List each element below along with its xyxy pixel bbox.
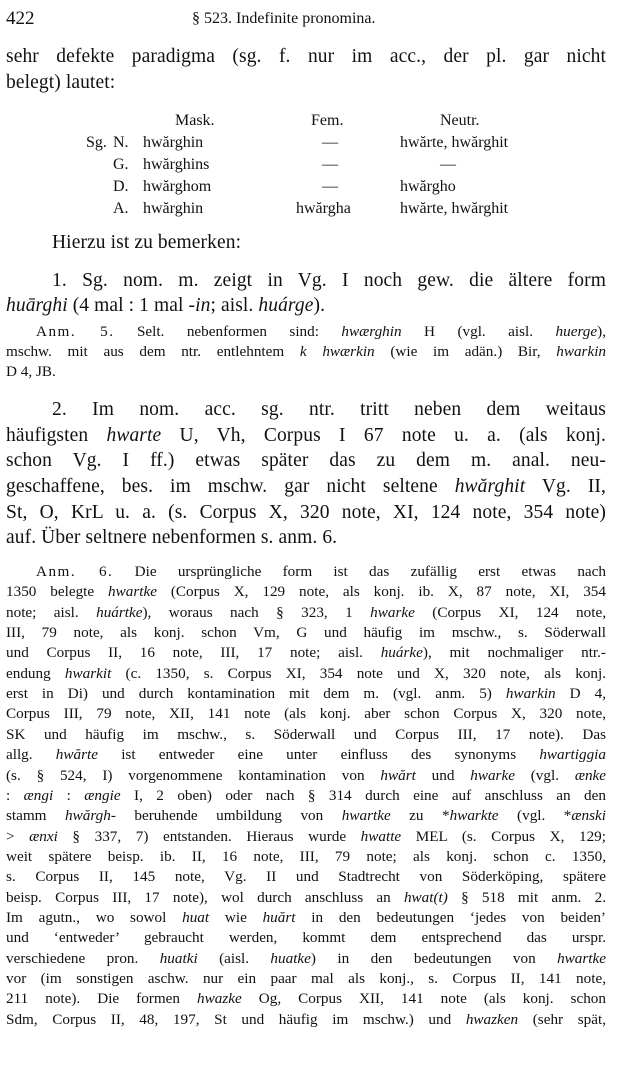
form-italic: hwartke [108, 583, 157, 601]
form-italic: hwarke [370, 603, 415, 621]
text-span: ), [597, 323, 606, 340]
text-span: (Corpus XI, 124 note, [414, 603, 606, 621]
point-2-line-3: schon Vg. I ff.) etwas später das zu dem m. anal. neu- [6, 450, 606, 471]
anm-6-line [6, 604, 606, 622]
form-italic: hwat(t) [403, 888, 448, 906]
case-label: N. [113, 134, 129, 151]
anm-6-line [6, 1011, 606, 1029]
text-span: und Corpus II, 16 note, III, 17 note; aisl. [6, 644, 381, 662]
neutr-form: hwărte, hwărghit [400, 134, 509, 151]
form-italic: huárge [258, 295, 314, 316]
anm-6-line [6, 868, 606, 886]
anm-label: Anm. 5. [36, 323, 115, 340]
form-italic: hwarkin [556, 343, 607, 360]
anm-6-line [6, 950, 606, 968]
form-italic: hwartiggia [539, 746, 606, 764]
form-italic: -in [188, 295, 211, 316]
form-italic: hwărt [380, 766, 416, 784]
anm-6-line [6, 848, 606, 866]
neutr-form: — [440, 156, 456, 173]
form-italic: k [299, 343, 307, 360]
running-title: § 523. Indefinite pronomina. [192, 10, 376, 27]
text-span: geschaffene, bes. im mschw. gar nicht seltene [6, 476, 455, 497]
text-span: ; aisl. [210, 295, 259, 316]
text-span: 211 note). Die formen [6, 990, 198, 1008]
form-italic: ængie [84, 786, 121, 804]
anm-6-line [6, 726, 606, 744]
paradigm-row [0, 178, 621, 200]
form-italic: hwarkte [449, 807, 499, 825]
anm-6-line [6, 807, 606, 825]
form-italic: hwărte [55, 746, 98, 764]
text-span: Selt. nebenformen sind: [114, 323, 342, 340]
text-span: vor (im sonstigen aschw. nur ein paar mal als konj., s. Corpus II, 141 note, [6, 970, 606, 987]
fem-form: — [322, 134, 338, 151]
anm-6-line [6, 624, 606, 642]
text-span: H (vgl. aisl. [401, 323, 556, 340]
form-italic: huerge [555, 323, 598, 340]
text-span: Corpus III, 79 note, XII, 141 note (als konj. aber schon Corpus X, 320 note, [6, 705, 606, 723]
form-italic: huatke [270, 949, 311, 967]
anm-6-line [6, 583, 606, 601]
text-span: Og, Corpus XII, 141 note (als konj. schon [241, 990, 606, 1008]
anm-5-line-2 [6, 343, 606, 361]
form-italic: hwartke [557, 949, 607, 967]
text-span: (wie im adän.) Bir, [374, 343, 557, 360]
text-span: I, 2 oben) oder nach § 314 durch eine auf anschluss an den [120, 786, 606, 804]
anm-6-line [6, 929, 606, 947]
anm-6-line [6, 889, 606, 907]
point-2-line-6: auf. Über seltnere nebenformen s. anm. 6. [6, 527, 338, 548]
form-italic: ængi [23, 786, 54, 804]
text-span: SK und häufig im mschw., s. Söderwall und Corpus III, 17 note). Das [6, 725, 606, 743]
anm-6-line [36, 563, 606, 581]
form-italic: hwazke [197, 990, 242, 1008]
number-label: Sg. [86, 134, 107, 151]
point-1-line-1: 1. Sg. nom. m. zeigt in Vg. I noch gew. die ältere form [52, 270, 606, 291]
text-span [307, 343, 323, 360]
text-span: > [6, 827, 30, 845]
text-span: (c. 1350, s. Corpus XI, 354 note und X, 320 note, als konj. [111, 664, 607, 682]
text-span: note; aisl. [6, 603, 97, 621]
form-italic: huártke [96, 603, 143, 621]
form-italic: hwazken [465, 1010, 519, 1028]
anm-6-line [6, 705, 606, 723]
neutr-form: hwărte, hwărghit [400, 200, 509, 217]
text-span: weit spätere beisp. ib. II, 16 note, III, 79 note; als konj. schon c. 1350, [6, 847, 606, 865]
point-2-line-4 [6, 476, 606, 498]
paradigm-row [0, 200, 621, 222]
case-label: A. [113, 200, 129, 217]
column-header-neutr: Neutr. [440, 112, 480, 129]
form-italic: huatki [159, 949, 198, 967]
form-italic: hwatte [360, 827, 402, 845]
form-italic: hwărghit [454, 476, 526, 497]
text-span: (aisl. [197, 949, 271, 967]
text-span: III, 79 note, als konj. schon Vm, G und häufig im mschw., s. Söderwall [6, 624, 606, 642]
anm-5-line-1 [36, 323, 606, 341]
mask-form: hwărghin [143, 134, 204, 151]
form-italic: huárke [380, 644, 423, 662]
text-span: häufigsten [6, 425, 107, 446]
fem-form: — [322, 156, 338, 173]
text-span: ), mit nochmaliger ntr.- [422, 644, 606, 662]
text-span: s. Corpus II, 145 note, Vg. II und Stadtrecht von Söderköping, spätere [6, 868, 606, 886]
form-italic: huārghi [6, 295, 68, 316]
anm-label: Anm. 6. [36, 563, 114, 580]
anm-5-line-3: D 4, JB. [6, 363, 56, 380]
anm-6-line [6, 767, 606, 785]
text-span: D 4, [555, 685, 606, 703]
text-span: beisp. Corpus III, 17 note), wol durch anschluss an [6, 888, 404, 906]
anm-6-line [6, 787, 606, 805]
text-span: wie [209, 908, 263, 926]
text-span: (vgl. * [498, 807, 572, 825]
text-span: allg. [6, 746, 56, 764]
anm-6-line [6, 746, 606, 764]
form-italic: ænski [571, 807, 606, 825]
text-span: und ‘entweder’ gebraucht werden, kommt dem entsprechend das urspr. [6, 929, 606, 947]
anm-6-line [6, 970, 606, 988]
text-span: ) in den bedeutungen von [310, 949, 558, 967]
text-span: (sehr spät, [518, 1010, 606, 1028]
text-span: MEL (s. Corpus X, 129; [401, 827, 606, 845]
text-span: ist entweder eine unter einfluss des synonyms [98, 746, 540, 764]
form-italic: huărt [262, 908, 296, 926]
remark-heading: Hierzu ist zu bemerken: [52, 232, 242, 253]
text-span: stamm [6, 807, 65, 825]
text-span: (vgl. [514, 766, 575, 784]
text-span: (4 mal : 1 mal [67, 295, 189, 316]
text-span: : [6, 786, 24, 804]
text-span: ), woraus nach § 323, 1 [142, 603, 371, 621]
form-italic: ænke [574, 766, 607, 784]
point-1-line-2 [6, 295, 606, 317]
text-span: erst in Di) und durch kontamination mit dem m. (vgl. anm. 5) [6, 685, 506, 703]
anm-6-line [6, 685, 606, 703]
text-span: beruhende umbildung von [115, 807, 342, 825]
text-span: Die ursprüngliche form ist das zufällig erst etwas nach [113, 563, 606, 580]
text-span: U, Vh, Corpus I 67 note u. a. (als konj. [161, 425, 606, 446]
text-span: Sdm, Corpus II, 48, 197, St und häufig im mschw.) und [6, 1010, 466, 1028]
column-header-mask: Mask. [175, 112, 215, 129]
case-label: G. [113, 156, 129, 173]
text-span: § 518 mit anm. 2. [447, 888, 606, 906]
page-header [6, 8, 606, 32]
paradigm-header-row [0, 112, 621, 134]
form-italic: hwartke [341, 807, 391, 825]
text-span: Vg. II, [525, 476, 606, 497]
form-italic: hwarte [106, 425, 162, 446]
text-span: 1350 belegte [6, 583, 109, 601]
form-italic: hwarkit [64, 664, 112, 682]
form-italic: hwărgh- [65, 807, 116, 825]
text-span: : [53, 786, 85, 804]
anm-6-line [6, 990, 606, 1008]
point-2-line-1: 2. Im nom. acc. sg. ntr. tritt neben dem weitaus [52, 399, 606, 420]
paradigm-row [0, 134, 621, 156]
text-span: (Corpus X, 129 note, als konj. ib. X, 87 note, XI, 354 [156, 583, 606, 601]
mask-form: hwărghin [143, 200, 204, 217]
form-italic: huat [182, 908, 210, 926]
anm-6-line [6, 828, 606, 846]
neutr-form: hwărgho [400, 178, 456, 195]
text-span: verschiedene pron. [6, 949, 160, 967]
mask-form: hwărghom [143, 178, 212, 195]
form-italic: hwærghin [341, 323, 402, 340]
text-span: Im agutn., wo sowol [6, 908, 183, 926]
text-span: und [415, 766, 471, 784]
point-2-line-2 [6, 425, 606, 447]
paradigm-row [0, 156, 621, 178]
text-span: § 337, 7) entstanden. Hieraus wurde [57, 827, 361, 845]
text-span: in den bedeutungen ‘jedes von beiden’ [295, 908, 606, 926]
form-italic: hwarkin [505, 685, 556, 703]
anm-6-line [6, 644, 606, 662]
text-span: (s. § 524, I) vorgenommene kontamination von [6, 766, 381, 784]
form-italic: ænxi [29, 827, 58, 845]
fem-form: — [322, 178, 338, 195]
fem-form: hwărgha [296, 200, 351, 217]
mask-form: hwărghins [143, 156, 210, 173]
intro-line-2: belegt) lautet: [6, 72, 116, 93]
text-span: zu * [390, 807, 450, 825]
form-italic: hwærkin [322, 343, 375, 360]
anm-6-line [6, 665, 606, 683]
intro-line-1: sehr defekte paradigma (sg. f. nur im acc., der pl. gar nicht [6, 46, 606, 67]
case-label: D. [113, 178, 129, 195]
text-span: ). [313, 295, 326, 316]
column-header-fem: Fem. [311, 112, 344, 129]
text-span: mschw. mit aus dem ntr. entlehntem [6, 343, 300, 360]
text-span: endung [6, 664, 65, 682]
page-number: 422 [6, 8, 35, 29]
point-2-line-5: St, O, KrL u. a. (s. Corpus X, 320 note, XI, 124 note, 354 note) [6, 502, 606, 523]
anm-6-line [6, 909, 606, 927]
form-italic: hwarke [470, 766, 515, 784]
